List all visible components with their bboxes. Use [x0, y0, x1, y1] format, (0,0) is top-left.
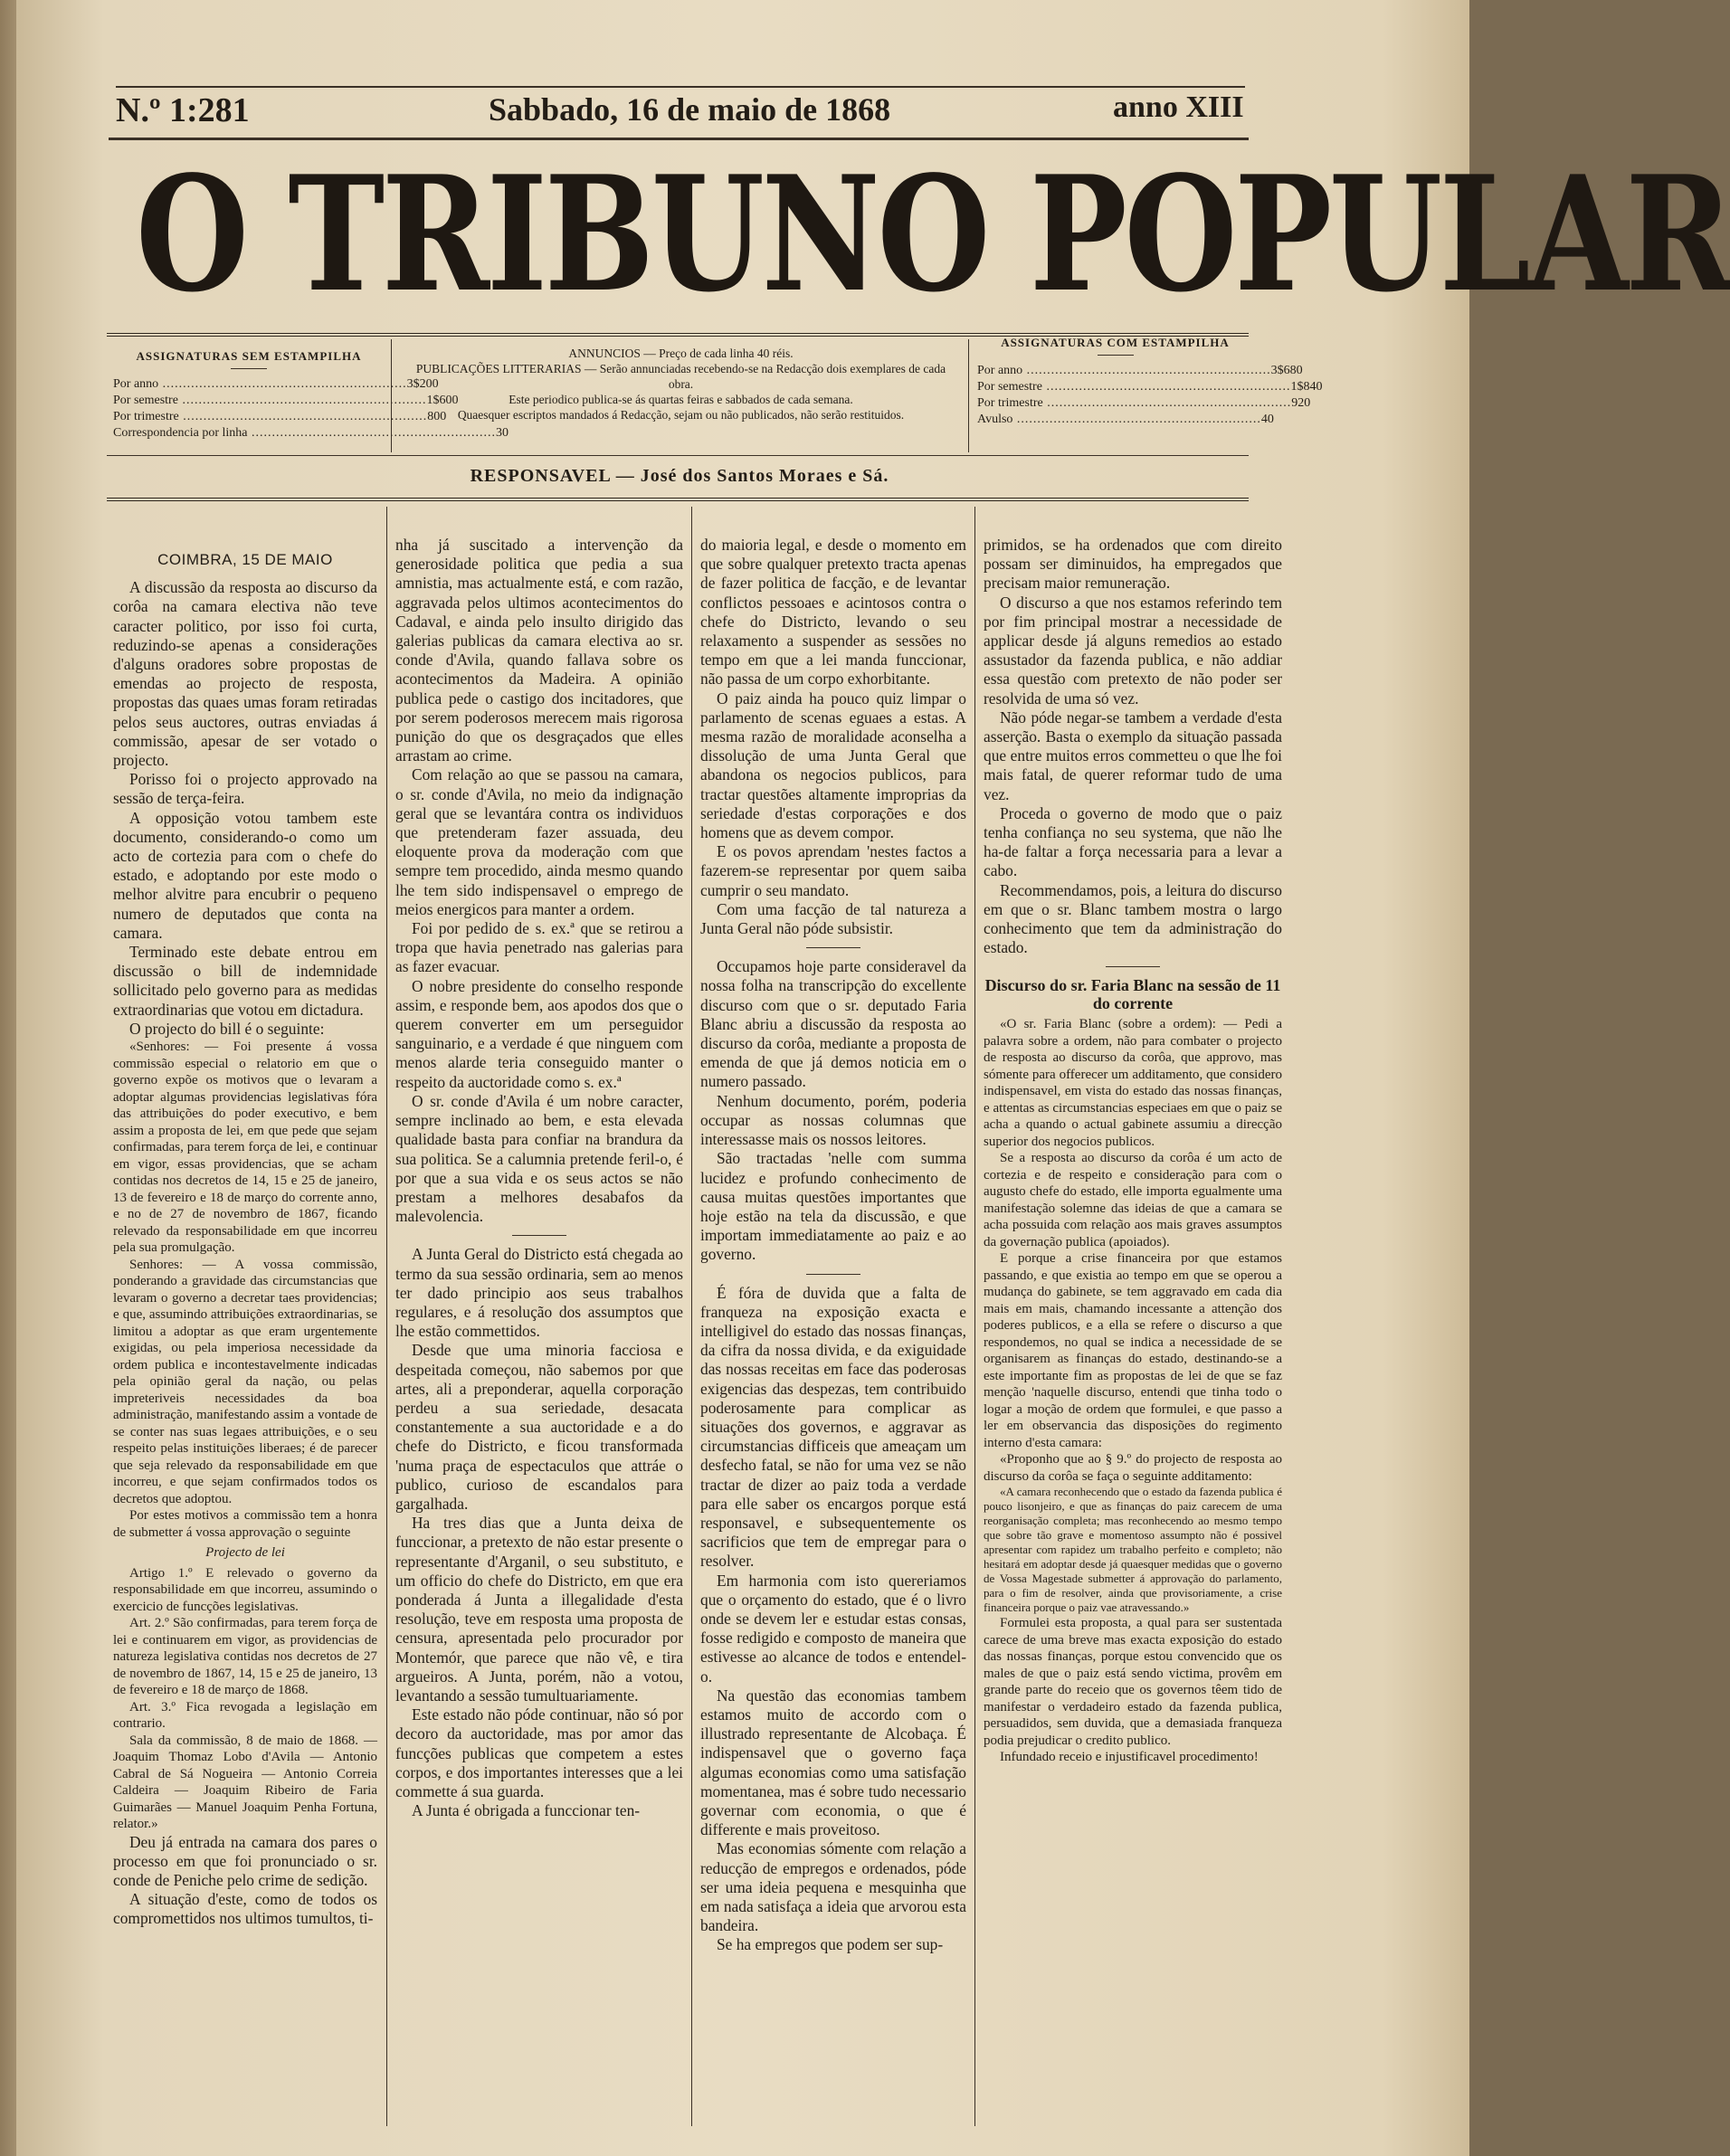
paragraph: O sr. conde d'Avila é um nobre caracter, sempre inclinado ao bem, e esta elevada qualidade basta para confiar na brandura da sua politica. Se a calumnia pretende feril-o, é por que a sua vida e os seus actos se não prestam a melhores desabafos da malevolencia.	[395, 1091, 683, 1226]
paragraph: «O sr. Faria Blanc (sobre a ordem): — Pedi a palavra sobre a ordem, não para combater o projecto de resposta ao discurso da corôa, que approvo, mas sómente para offerecer um additamento, que considero indispensavel, em vista do estado das nossas finanças, e attentas as circumstancias especiaes em que o paiz se acha a quando o actual gabinete assumiu a direcção superior dos negocios publicos.	[984, 1017, 1282, 1149]
paragraph: Na questão das economias tambem estamos muito de accordo com o illustrado representante de Alcobaça. É indispensavel que o governo faça algumas economias como uma satisfação momentanea, mas é sobre tudo necessario governar com economia, o que é differente e mais proveitoso.	[700, 1686, 966, 1839]
price-row: Correspondencia por linha ..... 30	[113, 425, 385, 442]
column-divider	[974, 507, 975, 2126]
paragraph: Recommendamos, pois, a leitura do discurso em que o sr. Blanc tambem mostra o largo conhecimento que tem da administração do estado.	[984, 880, 1282, 957]
paragraph: Artigo 1.º E relevado o governo da responsabilidade em que incorreu, assumindo o exercicio de funcções legislativas.	[113, 1565, 377, 1614]
paragraph: Se a resposta ao discurso da corôa é um acto de cortezia e de respeito e consideração para com o augusto chefe do estado, elle importa egualmente uma manifestação solemne das ideias de que a camara se acha possuida com relação aos mais graves assumptos da governação publica (apoiados).	[984, 1151, 1282, 1249]
paragraph: Terminado este debate entrou em discussão o bill de indemnidade sollicitado pelo governo para as medidas extraordinarias que votou em dictadura.	[113, 943, 377, 1019]
price-row: Por anno ..... 3$680	[977, 363, 1253, 379]
price-row: Por trimestre ..... 920	[977, 395, 1253, 412]
paragraph: Infundado receio e injustificavel procedimento!	[1000, 1750, 1259, 1765]
paragraph: Com uma facção de tal natureza a Junta Geral não póde subsistir.	[700, 899, 966, 938]
column-divider	[691, 507, 692, 2126]
announcements-box	[403, 346, 959, 423]
paragraph: O projecto do bill é o seguinte:	[129, 1019, 325, 1038]
paragraph: Por estes motivos a commissão tem a honra de submetter á vossa approvação o seguinte	[113, 1508, 377, 1540]
paragraph: E os povos aprendam 'nestes factos a fazerem-se representar por quem saiba cumprir o seu mandato.	[700, 842, 966, 899]
paragraph: Mas economias sómente com relação a reducção de empregos e ordenados, póde ser uma ideia pequena e mesquinha que em nada satisfaça a ideia que arvorou esta bandeira.	[700, 1839, 966, 1935]
dateline-heading: COIMBRA, 15 DE MAIO	[157, 551, 333, 568]
divider	[231, 368, 267, 369]
paragraph: Com relação ao que se passou na camara, o sr. conde d'Avila, no meio da indignação geral que se levantára contra os individuos que pretenderam fazer assuada, deu eloquente prova da moderação com que sempre tem procedido, ainda mesmo quando lhe tem sido indispensavel o emprego de meios energicos para manter a ordem.	[395, 765, 683, 918]
paragraph: Não póde negar-se tambem a verdade d'esta asserção. Basta o exemplo da situação passada que entre muitos erros commetteu o que lhe foi mais fatal, de querer reformar tudo de uma vez.	[984, 708, 1282, 803]
article-column-4	[984, 536, 1282, 1766]
paragraph: O nobre presidente do conselho responde assim, e responde bem, aos apodos dos que o querem converter em um perseguidor sanguinario, e a verdade é que ninguem com menos alarde teria conseguido manter o respeito da auctoridade como s. ex.ª	[395, 976, 683, 1091]
paragraph: primidos, se ha ordenados que com direito possam ser diminuidos, ha empregados que precisam maior remuneração.	[984, 536, 1282, 593]
paragraph: Art. 2.º São confirmadas, para terem força de lei e continuarem em vigor, as providencias de natureza legislativa contidas nos decretos de 27 de novembro de 1867, 14, 15 e 25 de janeiro, 13 de fevereiro e 18 de março de 1868.	[113, 1616, 377, 1698]
announcement-line: PUBLICAÇÕES LITTERARIAS — Serão annunciadas recebendo-se na Redacção dois exemplares de cada obra.	[415, 362, 946, 391]
body-top-rule	[107, 498, 1249, 501]
paragraph: Occupamos hoje parte consideravel da nossa folha na transcripção do excellente discurso com que o sr. deputado Faria Blanc abriu a discussão da resposta ao discurso da corôa, mediante a proposta de emenda de que já demos noticia em o numero passado.	[700, 957, 966, 1091]
paragraph: Art. 3.º Fica revogada a legislação em contrario.	[113, 1699, 377, 1732]
paragraph: A opposição votou tambem este documento, considerando-o como um acto de cortezia para com o chefe do estado, e adoptando por este modo o melhor alvitre para encubrir o pequeno numero de deputados que conta na camara.	[113, 808, 377, 942]
article-separator	[1106, 966, 1160, 967]
paragraph: A Junta é obrigada a funccionar ten-	[412, 1801, 641, 1820]
subscriptions-with-stamp	[977, 335, 1323, 428]
paragraph: Este estado não póde continuar, não só por decoro da auctoridade, mas por amor das funcções publicas que competem a estes corpos, e dos importantes interesses que a lei commette á sua guarda.	[395, 1705, 683, 1800]
info-bottom-rule	[107, 455, 1249, 456]
price-row: Por trimestre ..... 800	[113, 409, 385, 425]
paragraph: O paiz ainda ha pouco quiz limpar o parlamento de scenas eguaes a estas. A mesma razão de moralidade aconselha a dissolução de uma Junta Geral que abandona os negocios publicos, para tractar questões altamente improprias da seriedade d'estas corporações e dos homens que as devem compor.	[700, 689, 966, 842]
paragraph: do maioria legal, e desde o momento em que sobre qualquer pretexto tracta apenas de fazer politica de facção, e de levantar conflictos pessoaes e acintosos contra o chefe do Districto, levando o seu relaxamento a suspender as sessões no tempo em que a lei manda funccionar, não passa de um corpo exhorbitante.	[700, 536, 966, 689]
subscriptions-title: ASSIGNATURAS COM ESTAMPILHA	[1001, 336, 1230, 349]
paragraph: nha já suscitado a intervenção da generosidade politica que pedia a sua amnistia, mas actualmente está, e com razão, aggravada pelos ultimos acontecimentos do Cadaval, e ainda pelo insulto dirigido das galerias publicas da camara electiva ao sr. conde d'Avila, quando fallava sobre os acontecimentos da Madeira. A opinião publica pede o castigo dos incitadores, que por serem poderosos merecem mais rigorosa punição do que os desgraçados que elles arrastam ao crime.	[395, 536, 683, 765]
price-row: Por semestre ..... 1$840	[977, 379, 1253, 395]
paragraph: Deu já entrada na camara dos pares o processo em que foi pronunciado o sr. conde de Peniche pelo crime de sedição.	[113, 1832, 377, 1889]
law-title: Projecto de lei	[205, 1545, 285, 1561]
paragraph: A Junta Geral do Districto está chegada ao termo da sua sessão ordinaria, sem ao menos ter dado principio aos seus trabalhos regulares, e á resolução dos assumptos que lhe estão commettidos.	[395, 1245, 683, 1341]
signatures: Sala da commissão, 8 de maio de 1868. — Joaquim Thomaz Lobo d'Avila — Antonio Cabral de Sá Nogueira — Antonio Correia Caldeira — Joaquim Ribeiro de Faria Guimarães — Manuel Joaquim Penha Fortuna, relator.»	[113, 1733, 377, 1832]
price-row: Por anno ..... 3$200	[113, 376, 385, 393]
paragraph: «Proponho que ao § 9.º do projecto de resposta ao discurso da corôa se faça o seguinte additamento:	[984, 1452, 1282, 1484]
divider	[1098, 355, 1134, 356]
paragraph: A situação d'este, como de todos os compromettidos nos ultimos tumultos, ti-	[113, 1890, 377, 1928]
column-divider	[391, 339, 392, 452]
article-column-1	[113, 543, 377, 1929]
responsible-editor: RESPONSAVEL — José dos Santos Moraes e Sá.	[470, 466, 889, 486]
paragraph: São tractadas 'nelle com summa lucidez e profundo conhecimento de causa muitas questões importantes que hoje estão na tela da discussão, e que importam immediatamente ao paiz e ao governo.	[700, 1149, 966, 1264]
subscriptions-title: ASSIGNATURAS SEM ESTAMPILHA	[136, 349, 362, 363]
masthead-title: O TRIBUNO POPULAR	[136, 142, 1730, 328]
paragraph: Foi por pedido de s. ex.ª que se retirou a tropa que havia penetrado nas galerias para as fazer evacuar.	[395, 919, 683, 976]
price-row: Por semestre ..... 1$600	[113, 393, 385, 409]
article-separator	[806, 1274, 860, 1275]
issue-year: anno XIII	[1113, 90, 1244, 124]
paragraph: «A camara reconhecendo que o estado da fazenda publica é pouco lisonjeiro, e que as finanças do paiz carecem de uma reorganisação completa; mas reconhecendo ao mesmo tempo que sobre tão grave e momentoso assumpto não é possivel apresentar com rapidez um trabalho perfeito e completo; não hesitará em adoptar desde já quaesquer medidas que o governo de Vossa Magestade submetter á approvação do parlamento, para o fim de resolver, ainda que provisoriamente, a crise financeira porque o paiz vae atravessando.»	[984, 1485, 1282, 1615]
paragraph: Se ha empregos que podem ser sup-	[717, 1935, 944, 1954]
paragraph: Desde que uma minoria facciosa e despeitada começou, não sabemos por que artes, ali a preponderar, aquella corporação perdeu a sua seriedade, desacata constantemente a sua auctoridade e a do chefe do Districto, e ficou transformada 'numa praça de espectaculos que attráe o publico, curioso de escandalos para gargalhada.	[395, 1341, 683, 1513]
paragraph: Formulei esta proposta, a qual para ser sustentada carece de uma breve mas exacta exposição do estado das nossas finanças, porque estou convencido que os males de que o paiz está sendo victima, provêm em grande parte do receio que os governos têem tido de manifestar o verdadeiro estado da fazenda publica, persuadidos, sem duvida, que a demasiada franqueza podia prejudicar o credito publico.	[984, 1616, 1282, 1748]
issue-number: N.º 1:281	[116, 91, 250, 129]
paragraph: A discussão da resposta ao discurso da corôa na camara electiva não teve caracter politico, por isso foi curta, reduzindo-se apenas a considerações d'alguns oradores sobre propostas de emendas ao projecto de resposta, propostas das quaes umas foram retiradas pelos seus auctores, outras enviadas á commissão, apesar de ser votado o projecto.	[113, 578, 377, 770]
announcement-line: ANNUNCIOS — Preço de cada linha 40 réis.	[568, 347, 794, 360]
paragraph: É fóra de duvida que a falta de franqueza na exposição exacta e intelligivel do estado das nossas finanças, da cifra da nossa divida, e da exiguidade das nossas receitas em face das poderosas exigencias das despezas, tem contribuido poderosamente para complicar as situações dos governos, e aggravar as circumstancias difficeis que ameaçam um desfecho fatal, se não for uma vez se não tractar de dizer ao paiz toda a verdade para elle saber os encargos porque está responsavel, e subsequentemente os sacrificios que tem de empregar para o resolver.	[700, 1283, 966, 1571]
article-separator	[806, 947, 860, 948]
speech-title: Discurso do sr. Faria Blanc na sessão de 11 do corrente	[984, 976, 1281, 1013]
price-row: Avulso ..... 40	[977, 412, 1253, 428]
paragraph: Ha tres dias que a Junta deixa de funccionar, a pretexto de não estar presente o representante d'Arganil, o seu substituto, e um officio do chefe do Districto, em que era ponderada á Junta a illegalidade d'esta resolução, teve em resposta uma proposta de censura, apresentada pelo procurador por Montemór, que parece que não vê, e tira argueiros. A Junta, porém, não a votou, levantando a sessão tumultuariamente.	[395, 1514, 683, 1705]
article-column-3	[700, 536, 966, 1955]
article-separator	[512, 1235, 566, 1236]
column-divider	[968, 339, 969, 452]
announcement-line: Quaesquer escriptos mandados á Redacção, sejam ou não publicados, não serão restituidos.	[457, 408, 905, 422]
subscriptions-without-stamp	[113, 348, 509, 442]
column-divider	[386, 507, 387, 2126]
paragraph: Senhores: — A vossa commissão, ponderando a gravidade das circumstancias que levaram o governo a decretar taes providencias; e que, assumindo attribuições extraordinarias, se limitou a adoptar as que eram urgentemente exigidas, ou pela imperiosa necessidade da ordem publica e incontestavelmente indicadas pela opinião geral da nação, ou pelas impreteriveis necessidades da boa administração, manifestando assim a vontade de se conter nas suas legaes attribuições, e o seu respeito pelas instituições liberaes; é de parecer que seja relevado da responsabilidade em que incorreu, e que sejam confirmados todos os decretos que adoptou.	[113, 1257, 377, 1506]
masthead-top-rule	[109, 138, 1249, 140]
article-column-2	[395, 536, 683, 1820]
paragraph: O discurso a que nos estamos referindo tem por fim principal mostrar a necessidade de applicar desde já alguns remedios ao estado assustador da fazenda publica, e não addiar essa questão com pretexto de não poder ser resolvida de uma só vez.	[984, 593, 1282, 708]
paragraph: «Senhores: — Foi presente á vossa commissão especial o relatorio em que o governo expõe os motivos que o levaram a adoptar algumas providencias legislativas fóra das attribuições do poder executivo, e bem assim a proposta de lei, em que pede que sejam confirmadas, para terem força de lei, e continuar em vigor, essas providencias, que se acham contidas nos decretos de 14, 15 e 25 de janeiro, 13 de fevereiro e 18 de março do corrente anno, e no de 27 de novembro de 1867, ficando relevado da responsabilidade em que incorreu pela sua promulgação.	[113, 1040, 377, 1256]
paragraph: Porisso foi o projecto approvado na sessão de terça-feira.	[113, 770, 377, 808]
paragraph: Em harmonia com isto quereriamos que o orçamento do estado, que é o livro onde se devem ler e estudar estas consas, fosse redigido e composto de maneira que estivesse ao alcance de todos e entendel-o.	[700, 1571, 966, 1686]
paragraph: E porque a crise financeira por que estamos passando, e que existia ao tempo em que se operou a mudança do gabinete, se tem aggravado em cada dia mais em mais, chamando incessante a attenção dos poderes publicos, e a ella se refere o discurso a que respondemos, no qual se indica a necessidade de se organisarem as finanças do estado, destinando-se a este importante fim as propostas de lei de que se faz menção 'naquelle discurso, entendi que tinha todo o logar a moção de ordem que formulei, e que passo a ler em observancia das disposições do regimento interno d'esta camara:	[984, 1251, 1282, 1450]
announcement-line: Este periodico publica-se ás quartas feiras e sabbados de cada semana.	[509, 393, 853, 406]
paragraph: Nenhum documento, porém, poderia occupar as nossas columnas que interessasse mais os nossos leitores.	[700, 1091, 966, 1149]
issue-date: Sabbado, 16 de maio de 1868	[489, 91, 891, 128]
paragraph: Proceda o governo de modo que o paiz tenha confiança no seu systema, que não lhe ha-de faltar a força necessaria para a levar a cabo.	[984, 803, 1282, 880]
header-rule	[116, 86, 1245, 88]
